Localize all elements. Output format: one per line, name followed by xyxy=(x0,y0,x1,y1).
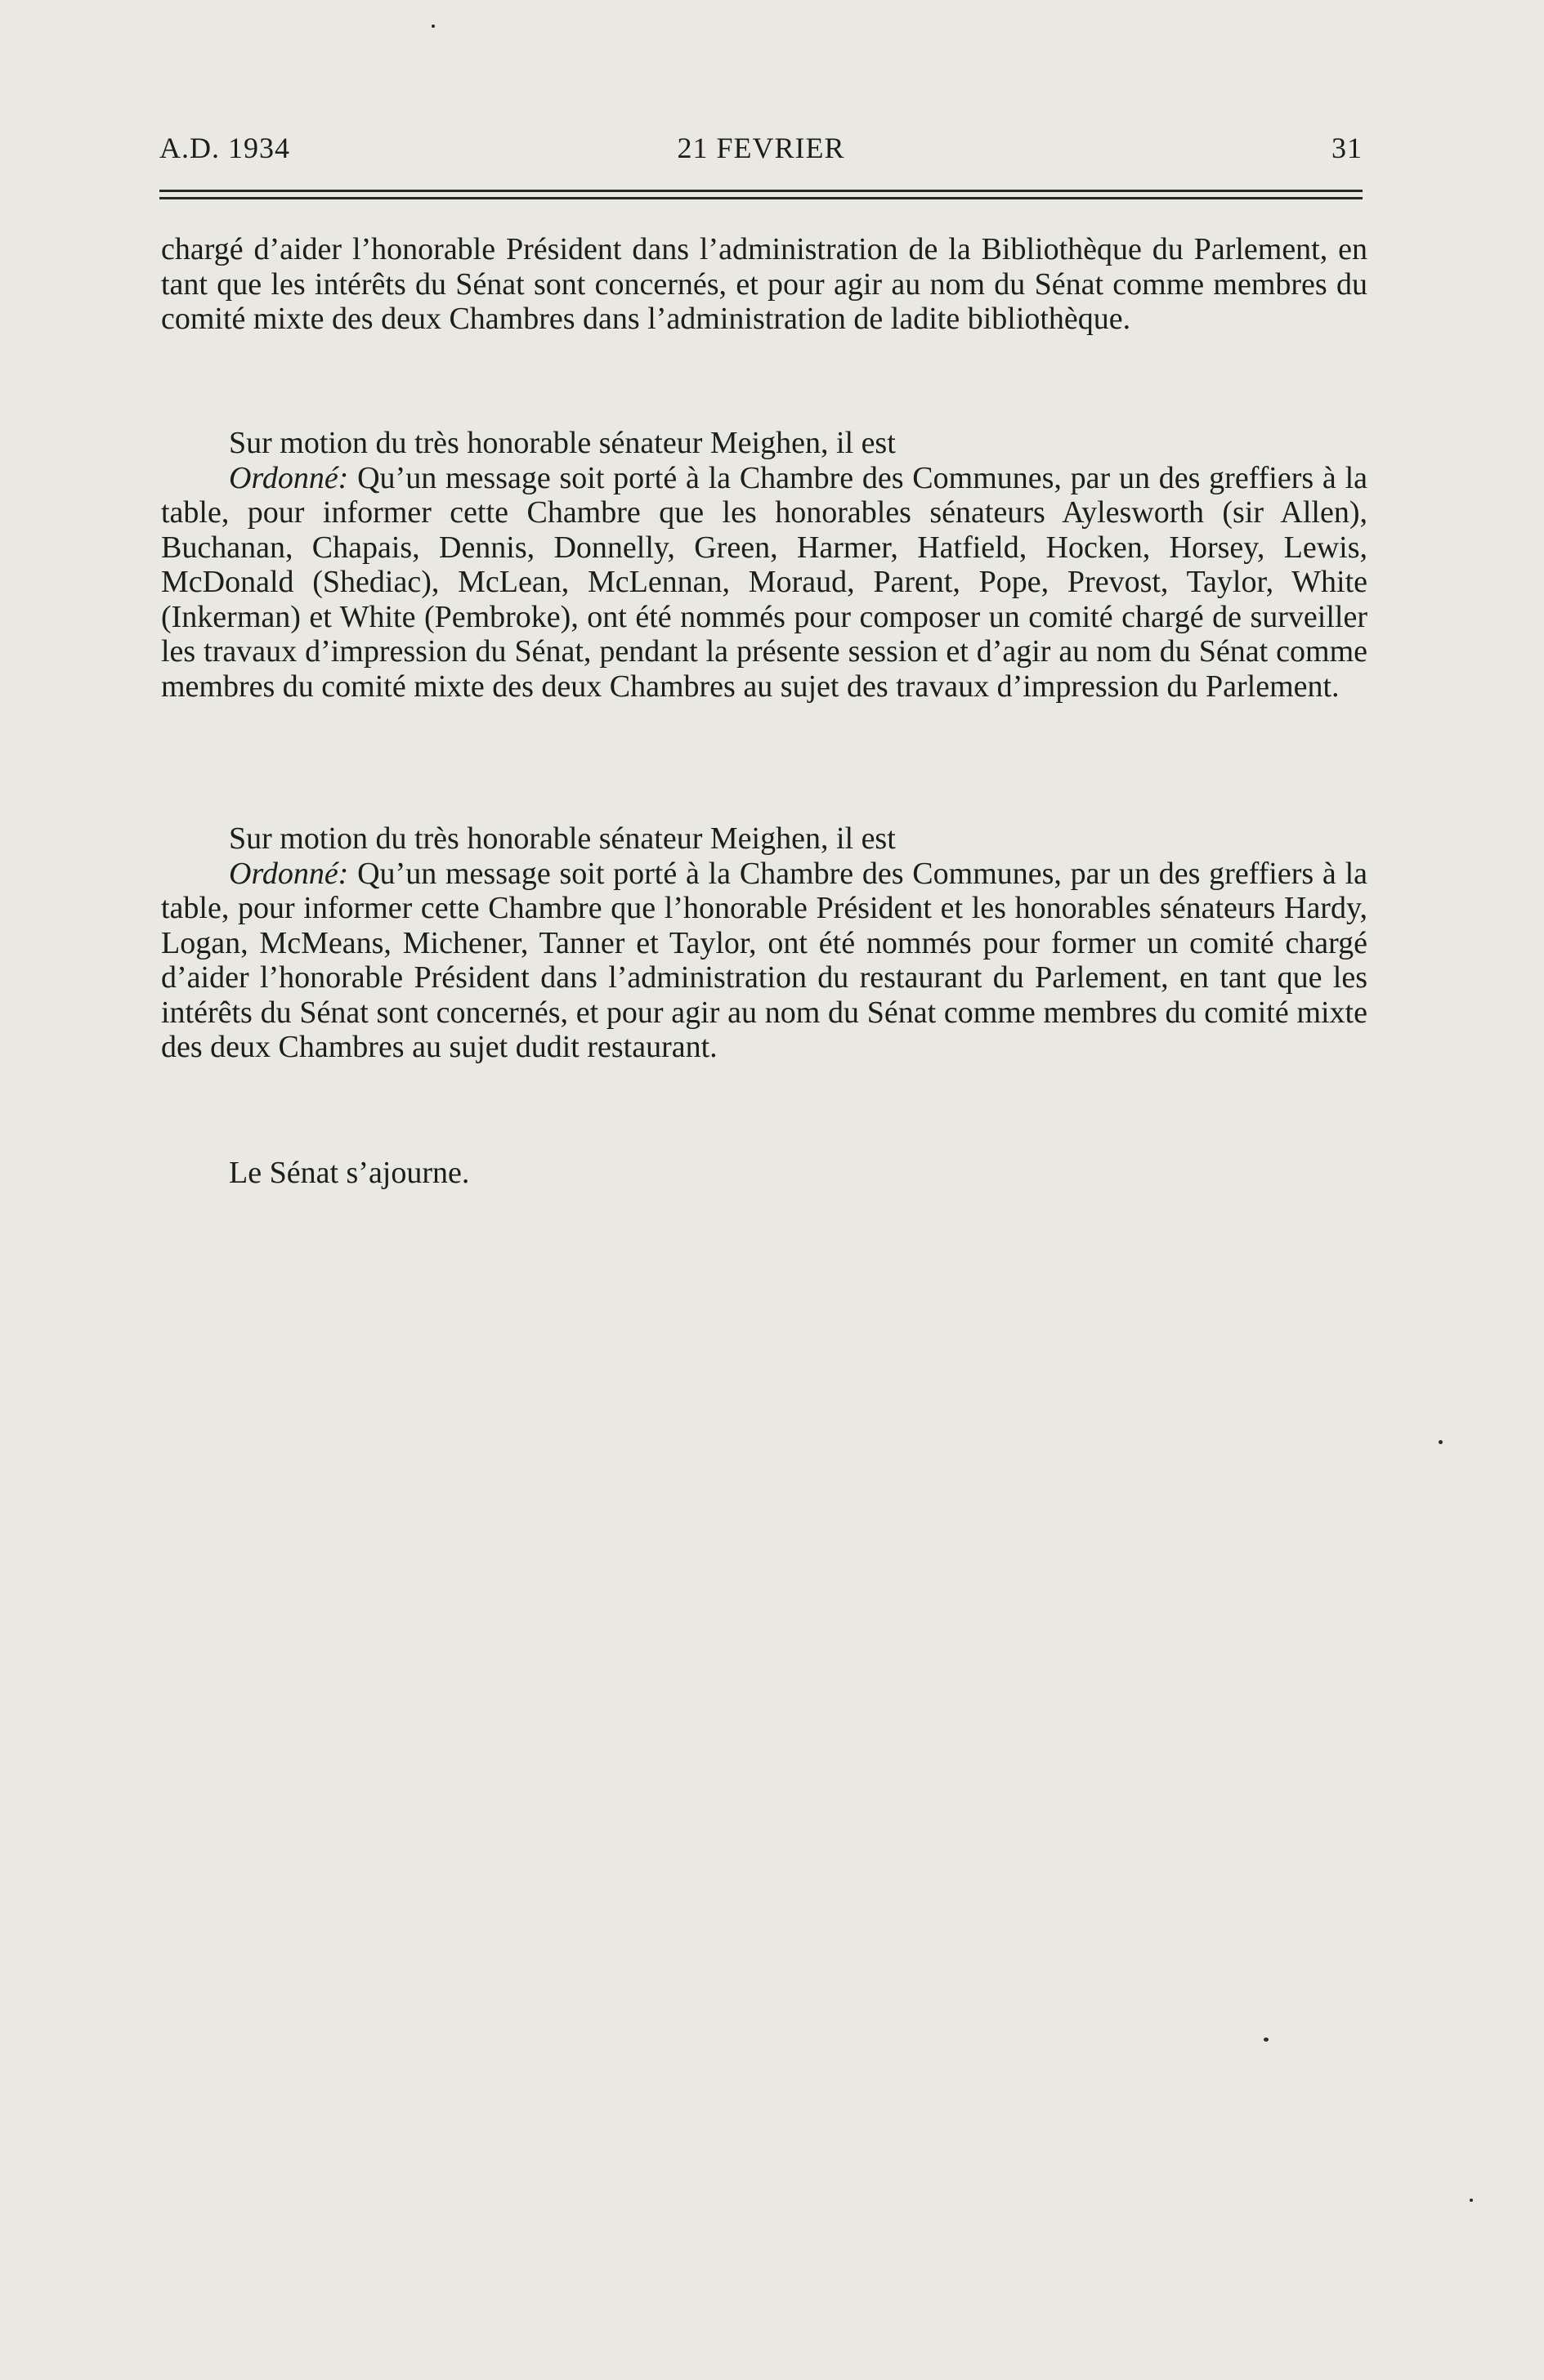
page-number: 31 xyxy=(1331,132,1363,164)
paper-speck xyxy=(1470,2199,1473,2202)
motion-order xyxy=(161,857,1367,1065)
header-date: 21 FEVRIER xyxy=(677,132,845,164)
paper-speck xyxy=(432,25,435,28)
order-text: Qu’un message soit porté à la Chambre des Communes, par un des greffiers à la table, pour informer cette Chambre que l’honorable Président et les honorables sénateurs Hardy, Logan, McMeans, Michener, Tanner et Taylor, ont été nommés pour former un comité chargé d’aider l’honorable Président dans l’administration du restaurant du Parlement, en tant que les intérêts du Sénat sont concernés, et pour agir au nom du Sénat comme membres du comité mixte des deux Chambres au sujet dudit restaurant. xyxy=(161,856,1367,1064)
header-year: A.D. 1934 xyxy=(159,132,290,164)
header-rule-bottom xyxy=(159,197,1363,199)
header-rule-top xyxy=(159,190,1363,192)
paper-speck xyxy=(1439,1440,1443,1444)
motion-intro: Sur motion du très honorable sénateur Meighen, il est xyxy=(229,821,896,856)
motion-intro: Sur motion du très honorable sénateur Meighen, il est xyxy=(229,426,896,460)
running-header xyxy=(159,128,1363,168)
adjournment-line: Le Sénat s’ajourne. xyxy=(229,1156,470,1190)
ordonne-label: Ordonné: xyxy=(229,856,349,891)
paragraph-restaurant-committee xyxy=(161,821,1367,1065)
paragraph-library-committee: chargé d’aider l’honorable Président dans l’administration de la Bibliothèque du Parlement, en tant que les intérêts du Sénat sont concernés, et pour agir au nom du Sénat comme membres du comité mixte des deux Chambres dans l’administration de ladite bibliothèque. xyxy=(161,232,1367,336)
motion-order xyxy=(161,461,1367,705)
order-text: Qu’un message soit porté à la Chambre des Communes, par un des greffiers à la table, pour informer cette Chambre que les honorables sénateurs Aylesworth (sir Allen), Buchanan, Chapais, Dennis, Donnelly, Green, Harmer, Hatfield, Hocken, Horsey, Lewis, McDonald (Shediac), McLean, McLennan, Moraud, Parent, Pope, Prevost, Taylor, White (Inkerman) et White (Pembroke), ont été nommés pour composer un comité chargé de surveiller les travaux d’impression du Sénat, pendant la présente session et d’agir au nom du Sénat comme membres du comité mixte des deux Chambres au sujet des travaux d’impression du Parlement. xyxy=(161,460,1367,704)
paragraph-printing-committee xyxy=(161,426,1367,704)
ordonne-label: Ordonné: xyxy=(229,460,349,495)
paper-speck xyxy=(1264,2038,1269,2042)
